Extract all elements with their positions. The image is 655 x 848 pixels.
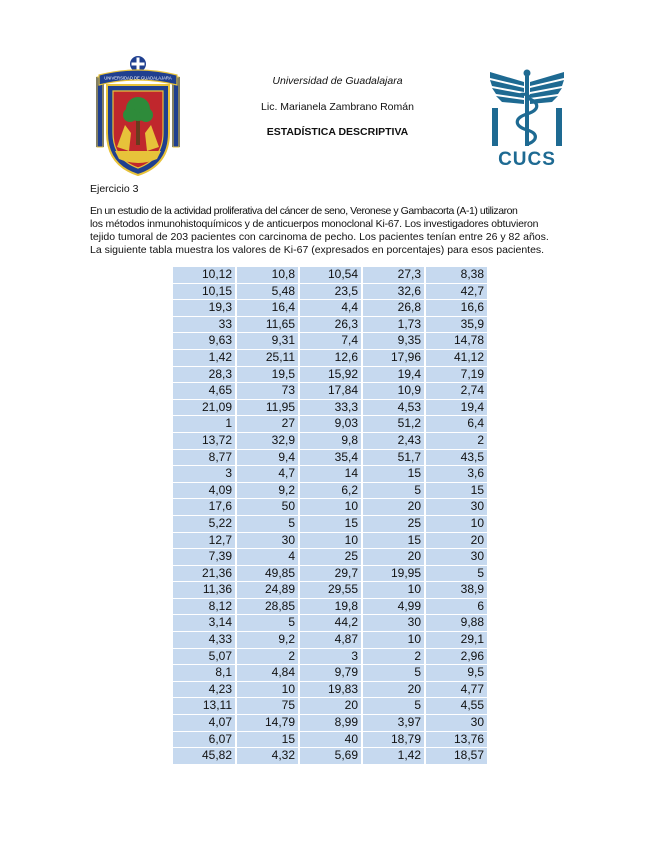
table-cell: 2,96 (425, 648, 488, 665)
table-cell: 40 (299, 731, 362, 748)
table-cell: 49,85 (236, 565, 299, 582)
cucs-logo-text: CUCS (498, 149, 556, 167)
table-cell: 10 (299, 532, 362, 549)
table-cell: 4,7 (236, 466, 299, 483)
table-cell: 12,7 (173, 532, 236, 549)
table-cell: 18,57 (425, 748, 488, 765)
table-cell: 9,63 (173, 333, 236, 350)
statement-line: los métodos inmunohistoquímicos y de anticuerpos monoclonal Ki-67. Los investigadores obtuvieron (90, 218, 539, 230)
udg-shield-icon (93, 55, 183, 178)
table-cell: 5 (362, 698, 425, 715)
table-row (173, 549, 488, 566)
table-cell: 3 (173, 466, 236, 483)
table-cell: 2,43 (362, 432, 425, 449)
table-row (173, 565, 488, 582)
table-cell: 9,31 (236, 333, 299, 350)
table-cell: 17,96 (362, 349, 425, 366)
table-row (173, 466, 488, 483)
table-cell: 4,65 (173, 383, 236, 400)
table-cell: 12,6 (299, 349, 362, 366)
table-cell: 27 (236, 416, 299, 433)
table-cell: 30 (236, 532, 299, 549)
table-cell: 21,09 (173, 399, 236, 416)
table-cell: 29,55 (299, 582, 362, 599)
table-cell: 4,33 (173, 632, 236, 649)
table-cell: 51,2 (362, 416, 425, 433)
table-cell: 15 (362, 466, 425, 483)
table-cell: 42,7 (425, 283, 488, 300)
table-cell: 10,9 (362, 383, 425, 400)
table-cell: 8,38 (425, 267, 488, 284)
table-row (173, 316, 488, 333)
table-cell: 13,11 (173, 698, 236, 715)
table-cell: 3 (299, 648, 362, 665)
table-cell: 1 (173, 416, 236, 433)
table-cell: 5 (425, 565, 488, 582)
table-cell: 15,92 (299, 366, 362, 383)
cucs-caduceus-icon (488, 68, 566, 167)
table-row (173, 648, 488, 665)
table-cell: 9,5 (425, 665, 488, 682)
table-row (173, 698, 488, 715)
table-cell: 5 (236, 615, 299, 632)
table-row (173, 283, 488, 300)
table-cell: 10 (299, 499, 362, 516)
table-row (173, 267, 488, 284)
table-cell: 33 (173, 316, 236, 333)
table-cell: 20 (362, 549, 425, 566)
table-cell: 4,87 (299, 632, 362, 649)
table-cell: 50 (236, 499, 299, 516)
table-cell: 30 (425, 715, 488, 732)
table-cell: 4,32 (236, 748, 299, 765)
table-cell: 25 (362, 515, 425, 532)
table-cell: 10,54 (299, 267, 362, 284)
table-row (173, 482, 488, 499)
table-cell: 3,14 (173, 615, 236, 632)
table-cell: 20 (362, 499, 425, 516)
table-row (173, 582, 488, 599)
table-cell: 11,95 (236, 399, 299, 416)
table-row (173, 598, 488, 615)
table-cell: 13,72 (173, 432, 236, 449)
table-row (173, 383, 488, 400)
table-cell: 3,6 (425, 466, 488, 483)
table-cell: 1,73 (362, 316, 425, 333)
table-cell: 9,88 (425, 615, 488, 632)
table-cell: 19,83 (299, 681, 362, 698)
table-cell: 28,3 (173, 366, 236, 383)
table-cell: 14 (299, 466, 362, 483)
table-cell: 10,15 (173, 283, 236, 300)
table-cell: 7,4 (299, 333, 362, 350)
table-cell: 30 (425, 549, 488, 566)
table-row (173, 715, 488, 732)
table-cell: 25,11 (236, 349, 299, 366)
table-cell: 4,55 (425, 698, 488, 715)
table-cell: 8,77 (173, 449, 236, 466)
table-cell: 9,8 (299, 432, 362, 449)
table-cell: 2 (236, 648, 299, 665)
table-cell: 19,5 (236, 366, 299, 383)
table-cell: 19,4 (425, 399, 488, 416)
table-cell: 3,97 (362, 715, 425, 732)
course-title: ESTADÍSTICA DESCRIPTIVA (266, 126, 409, 138)
table-cell: 9,35 (362, 333, 425, 350)
table-cell: 41,12 (425, 349, 488, 366)
table-cell: 38,9 (425, 582, 488, 599)
table-cell: 21,36 (173, 565, 236, 582)
table-cell: 10 (362, 632, 425, 649)
table-row (173, 632, 488, 649)
exercise-statement (90, 205, 570, 257)
table-cell: 25 (299, 549, 362, 566)
table-cell: 4 (236, 549, 299, 566)
table-row (173, 532, 488, 549)
table-cell: 5,22 (173, 515, 236, 532)
table-row (173, 349, 488, 366)
table-cell: 35,9 (425, 316, 488, 333)
udg-banner-text: UNIVERSIDAD DE GUADALAJARA (104, 75, 172, 81)
table-cell: 30 (425, 499, 488, 516)
table-row (173, 300, 488, 317)
table-cell: 5,48 (236, 283, 299, 300)
table-cell: 51,7 (362, 449, 425, 466)
table-cell: 23,5 (299, 283, 362, 300)
table-row (173, 399, 488, 416)
table-cell: 30 (362, 615, 425, 632)
table-cell: 5,07 (173, 648, 236, 665)
table-cell: 1,42 (173, 349, 236, 366)
table-cell: 5 (362, 665, 425, 682)
table-cell: 10,8 (236, 267, 299, 284)
table-row (173, 449, 488, 466)
table-cell: 75 (236, 698, 299, 715)
table-cell: 28,85 (236, 598, 299, 615)
table-cell: 6,07 (173, 731, 236, 748)
table-cell: 19,4 (362, 366, 425, 383)
table-cell: 45,82 (173, 748, 236, 765)
table-cell: 5 (236, 515, 299, 532)
table-cell: 16,6 (425, 300, 488, 317)
table-cell: 5,69 (299, 748, 362, 765)
table-cell: 7,19 (425, 366, 488, 383)
table-cell: 8,12 (173, 598, 236, 615)
table-cell: 9,79 (299, 665, 362, 682)
table-cell: 11,65 (236, 316, 299, 333)
table-cell: 4,07 (173, 715, 236, 732)
table-cell: 5 (362, 482, 425, 499)
table-cell: 8,99 (299, 715, 362, 732)
table-cell: 14,78 (425, 333, 488, 350)
table-cell: 10 (236, 681, 299, 698)
table-cell: 15 (236, 731, 299, 748)
table-cell: 73 (236, 383, 299, 400)
table-cell: 20 (299, 698, 362, 715)
table-cell: 15 (425, 482, 488, 499)
table-row (173, 748, 488, 765)
table-cell: 15 (299, 515, 362, 532)
table-cell: 15 (362, 532, 425, 549)
table-cell: 9,2 (236, 482, 299, 499)
ki67-values-table (173, 266, 489, 765)
table-row (173, 665, 488, 682)
table-cell: 10 (425, 515, 488, 532)
table-cell: 4,84 (236, 665, 299, 682)
table-cell: 4,4 (299, 300, 362, 317)
table-cell: 6 (425, 598, 488, 615)
exercise-label: Ejercicio 3 (90, 183, 139, 195)
table-cell: 4,99 (362, 598, 425, 615)
table-cell: 33,3 (299, 399, 362, 416)
table-row (173, 515, 488, 532)
table-row (173, 731, 488, 748)
table-cell: 8,1 (173, 665, 236, 682)
table-cell: 11,36 (173, 582, 236, 599)
table-cell: 19,3 (173, 300, 236, 317)
table-cell: 27,3 (362, 267, 425, 284)
table-row (173, 681, 488, 698)
statement-line: En un estudio de la actividad proliferativa del cáncer de seno, Veronese y Gambacorta (A-1) utilizaron (90, 205, 518, 217)
table-cell: 20 (425, 532, 488, 549)
table-cell: 19,8 (299, 598, 362, 615)
table-row (173, 499, 488, 516)
table-cell: 26,3 (299, 316, 362, 333)
table-cell: 35,4 (299, 449, 362, 466)
table-cell: 20 (362, 681, 425, 698)
table-cell: 2 (425, 432, 488, 449)
table-cell: 32,6 (362, 283, 425, 300)
table-cell: 29,1 (425, 632, 488, 649)
table-cell: 43,5 (425, 449, 488, 466)
table-cell: 18,79 (362, 731, 425, 748)
table-cell: 10 (362, 582, 425, 599)
table-cell: 2,74 (425, 383, 488, 400)
table-cell: 32,9 (236, 432, 299, 449)
table-cell: 4,09 (173, 482, 236, 499)
statement-line: La siguiente tabla muestra los valores de Ki-67 (expresados en porcentajes) para esos pacientes. (90, 244, 545, 256)
table-cell: 17,84 (299, 383, 362, 400)
table-row (173, 366, 488, 383)
table-cell: 1,42 (362, 748, 425, 765)
table-cell: 44,2 (299, 615, 362, 632)
table-row (173, 333, 488, 350)
table-cell: 24,89 (236, 582, 299, 599)
table-cell: 9,4 (236, 449, 299, 466)
table-cell: 17,6 (173, 499, 236, 516)
table-cell: 6,2 (299, 482, 362, 499)
table-cell: 13,76 (425, 731, 488, 748)
table-cell: 2 (362, 648, 425, 665)
table-row (173, 416, 488, 433)
table-cell: 6,4 (425, 416, 488, 433)
table-cell: 16,4 (236, 300, 299, 317)
university-name: Universidad de Guadalajara (272, 75, 403, 87)
table-cell: 10,12 (173, 267, 236, 284)
statement-line: tejido tumoral de 203 pacientes con carcinoma de pecho. Los pacientes tenían entre 26 y 82 años. (90, 231, 549, 243)
table-cell: 26,8 (362, 300, 425, 317)
table-row (173, 615, 488, 632)
table-cell: 4,23 (173, 681, 236, 698)
table-row (173, 432, 488, 449)
table-cell: 4,77 (425, 681, 488, 698)
table-cell: 19,95 (362, 565, 425, 582)
table-cell: 9,03 (299, 416, 362, 433)
author-name: Lic. Marianela Zambrano Román (261, 101, 414, 113)
table-cell: 14,79 (236, 715, 299, 732)
table-cell: 4,53 (362, 399, 425, 416)
table-cell: 7,39 (173, 549, 236, 566)
table-cell: 29,7 (299, 565, 362, 582)
table-cell: 9,2 (236, 632, 299, 649)
